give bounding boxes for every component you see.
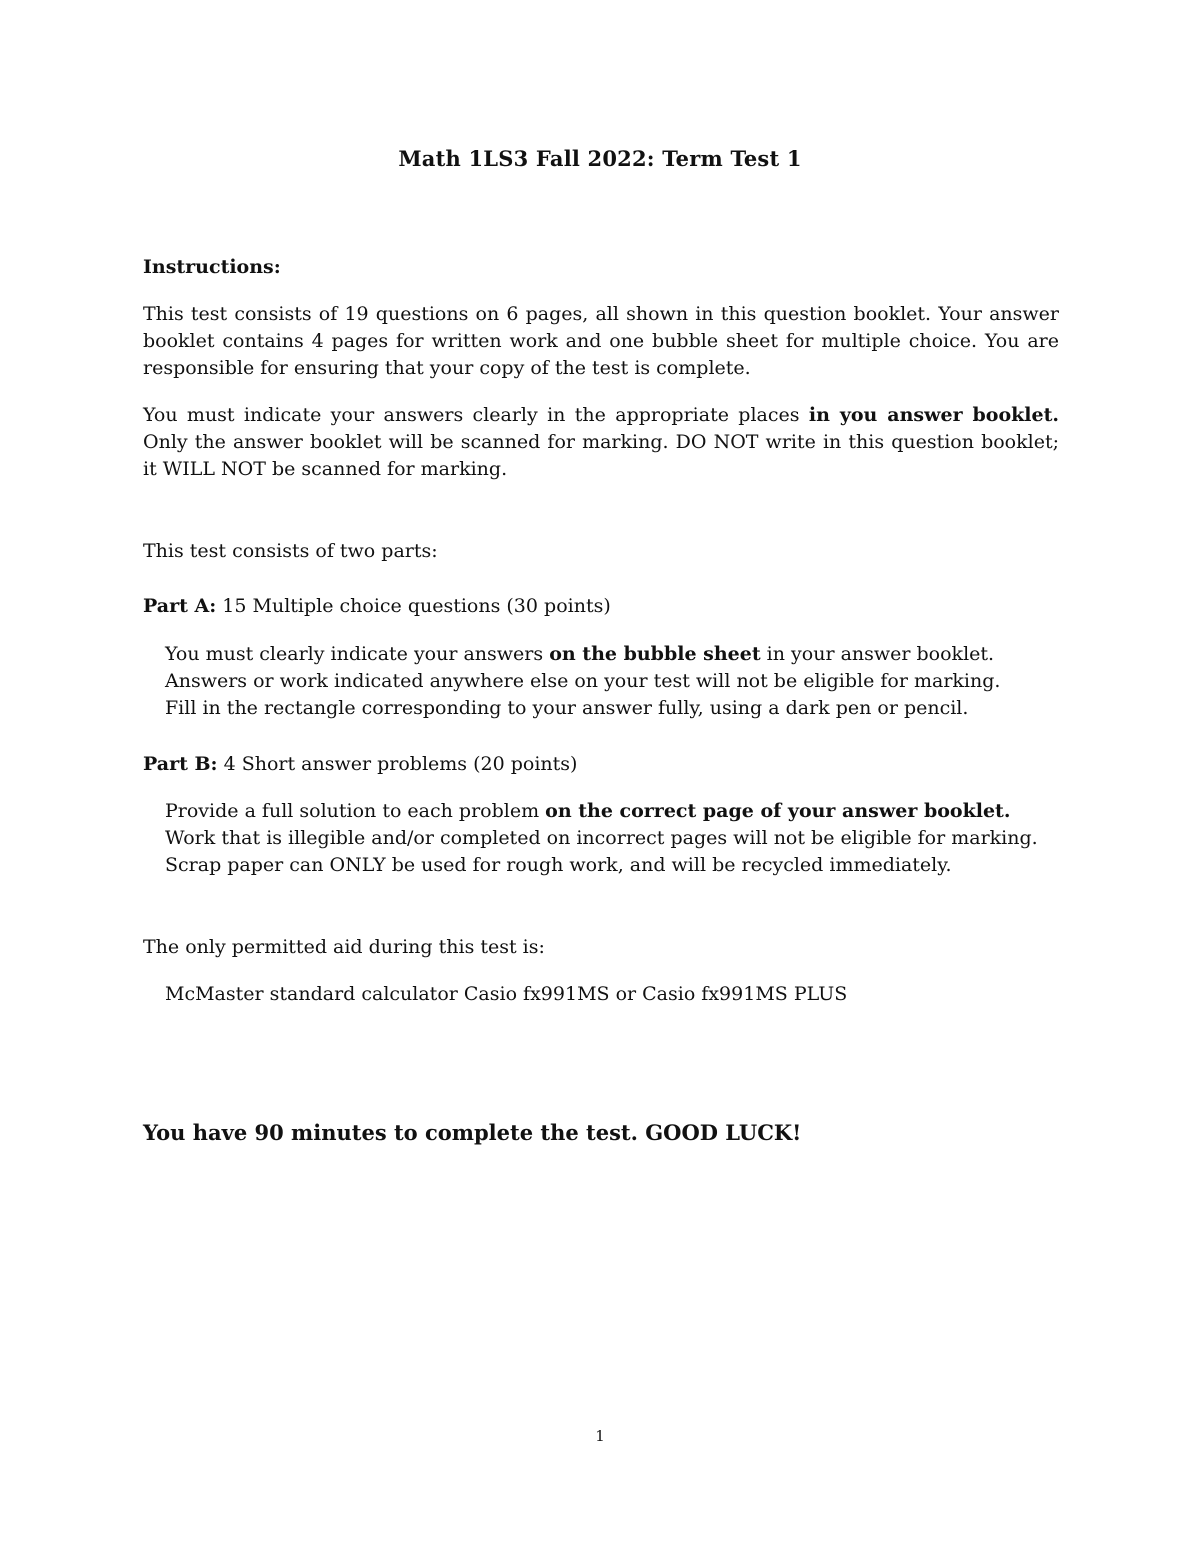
part-a-line-1-bold: on the bubble sheet — [549, 643, 761, 665]
part-a-details — [165, 641, 1059, 722]
aid-item: McMaster standard calculator Casio fx991MS or Casio fx991MS PLUS — [165, 983, 848, 1005]
closing-message: You have 90 minutes to complete the test. GOOD LUCK! — [143, 1120, 802, 1145]
part-a-line-3: Fill in the rectangle corresponding to your answer fully, using a dark pen or pencil. — [165, 697, 969, 719]
part-b-details — [165, 798, 1059, 879]
part-a-heading — [143, 593, 1059, 620]
aid-intro: The only permitted aid during this test is: — [143, 936, 545, 958]
part-a-line-2: Answers or work indicated anywhere else on your test will not be eligible for marking. — [165, 670, 1001, 692]
para2-text-bold: in you answer booklet. — [808, 404, 1060, 426]
part-b-label: Part B: — [143, 753, 218, 775]
page-number: 1 — [595, 1427, 605, 1445]
part-a-line-1-end: in your answer booklet. — [760, 643, 995, 665]
part-b-line-1-start: Provide a full solution to each problem — [165, 800, 546, 822]
page-title: Math 1LS3 Fall 2022: Term Test 1 — [398, 146, 802, 171]
part-a-line-1 — [165, 641, 1059, 668]
para2-text-start: You must indicate your answers clearly in the appropriate places — [143, 404, 809, 426]
instructions-paragraph-1: This test consists of 19 questions on 6 pages, all shown in this question booklet. Your answer booklet contains 4 pages for written work and one bubble sheet for multiple choice. You are responsible for ensuring that your copy of the test is complete. — [143, 303, 1059, 379]
part-b-line-1-bold: on the correct page of your answer booklet. — [545, 800, 1011, 822]
part-b-line-1 — [165, 798, 1059, 825]
part-b-line-3: Scrap paper can ONLY be used for rough work, and will be recycled immediately. — [165, 854, 952, 876]
para2-text-end: Only the answer booklet will be scanned for marking. DO NOT write in this question booklet; it WILL NOT be scanned for marking. — [143, 431, 1059, 480]
parts-intro: This test consists of two parts: — [143, 540, 438, 562]
part-b-heading — [143, 751, 1059, 778]
part-b-line-2: Work that is illegible and/or completed on incorrect pages will not be eligible for marking. — [165, 827, 1038, 849]
instructions-heading: Instructions: — [143, 256, 281, 278]
part-a-summary: 15 Multiple choice questions (30 points) — [216, 595, 611, 617]
part-b-summary: 4 Short answer problems (20 points) — [217, 753, 578, 775]
instructions-paragraph-2 — [143, 402, 1059, 483]
part-a-line-1-start: You must clearly indicate your answers — [165, 643, 550, 665]
part-a-label: Part A: — [143, 595, 217, 617]
